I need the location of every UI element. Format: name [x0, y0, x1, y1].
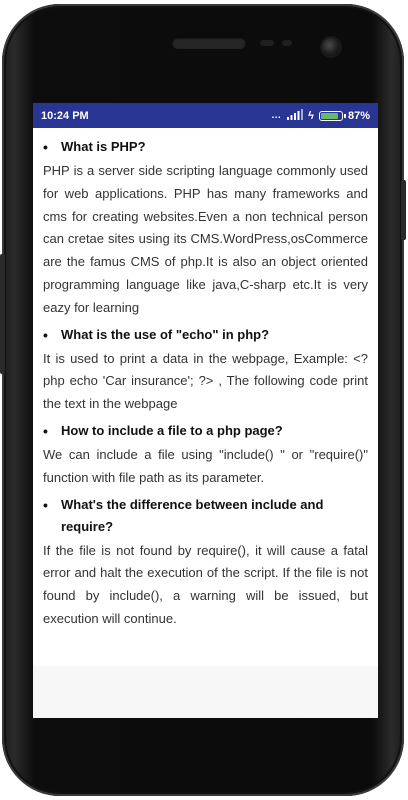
- bullet-icon: •: [43, 422, 48, 439]
- faq-question: [43, 420, 368, 442]
- battery-icon: [319, 111, 343, 121]
- faq-item: [43, 136, 368, 320]
- bullet-icon: •: [43, 496, 48, 513]
- ad-banner-area: [33, 666, 378, 718]
- charging-icon: ϟ: [308, 109, 314, 122]
- battery-fill: [321, 113, 338, 119]
- faq-item: [43, 324, 368, 416]
- faq-question-text: How to include a file to a php page?: [61, 422, 283, 438]
- bullet-icon: •: [43, 326, 48, 343]
- faq-question: [43, 324, 368, 346]
- status-time: 10:24 PM: [41, 109, 89, 122]
- status-bar: [33, 103, 378, 128]
- faq-question-text: What's the difference between include and require?: [61, 496, 324, 534]
- battery-percent: 87%: [347, 109, 370, 122]
- phone-frame: [2, 4, 404, 796]
- earpiece-speaker: [172, 37, 246, 49]
- faq-question: [43, 136, 368, 158]
- faq-answer: If the file is not found by require(), it will cause a fatal error and halt the execution of the script. If the file is not found by include(), a warning will be issued, but execution will continue.: [43, 542, 368, 626]
- bullet-icon: •: [43, 139, 48, 155]
- light-sensor: [282, 40, 292, 46]
- faq-question-text: What is PHP?: [61, 139, 146, 154]
- status-icons: [271, 109, 370, 123]
- proximity-sensor: [260, 40, 274, 46]
- power-button[interactable]: [401, 180, 406, 240]
- faq-item: [43, 420, 368, 490]
- signal-icon: [287, 109, 303, 123]
- faq-question: [43, 494, 368, 538]
- faq-item: [43, 494, 368, 631]
- more-notifications-icon: …: [271, 110, 283, 121]
- screen: [33, 103, 378, 718]
- faq-list[interactable]: [33, 128, 378, 674]
- faq-answer: We can include a file using "include() " or "require()" function with file path as its parameter.: [43, 446, 368, 485]
- front-camera: [322, 38, 340, 56]
- faq-question-text: What is the use of "echo" in php?: [61, 326, 270, 342]
- faq-answer: PHP is a server side scripting language commonly used for web applications. PHP has many frameworks and cms for creating websites.Even a non technical person can cretae sites using its CMS.WordPress,osCommerce are the famus CMS of php.It is also an object oriented programming language like java,C-sharp etc.It is very eazy for learning: [43, 163, 368, 315]
- volume-button[interactable]: [0, 254, 5, 374]
- faq-answer: It is used to print a data in the webpage, Example: <?php echo 'Car insurance'; ?> , The following code print the text in the webpage: [43, 350, 368, 412]
